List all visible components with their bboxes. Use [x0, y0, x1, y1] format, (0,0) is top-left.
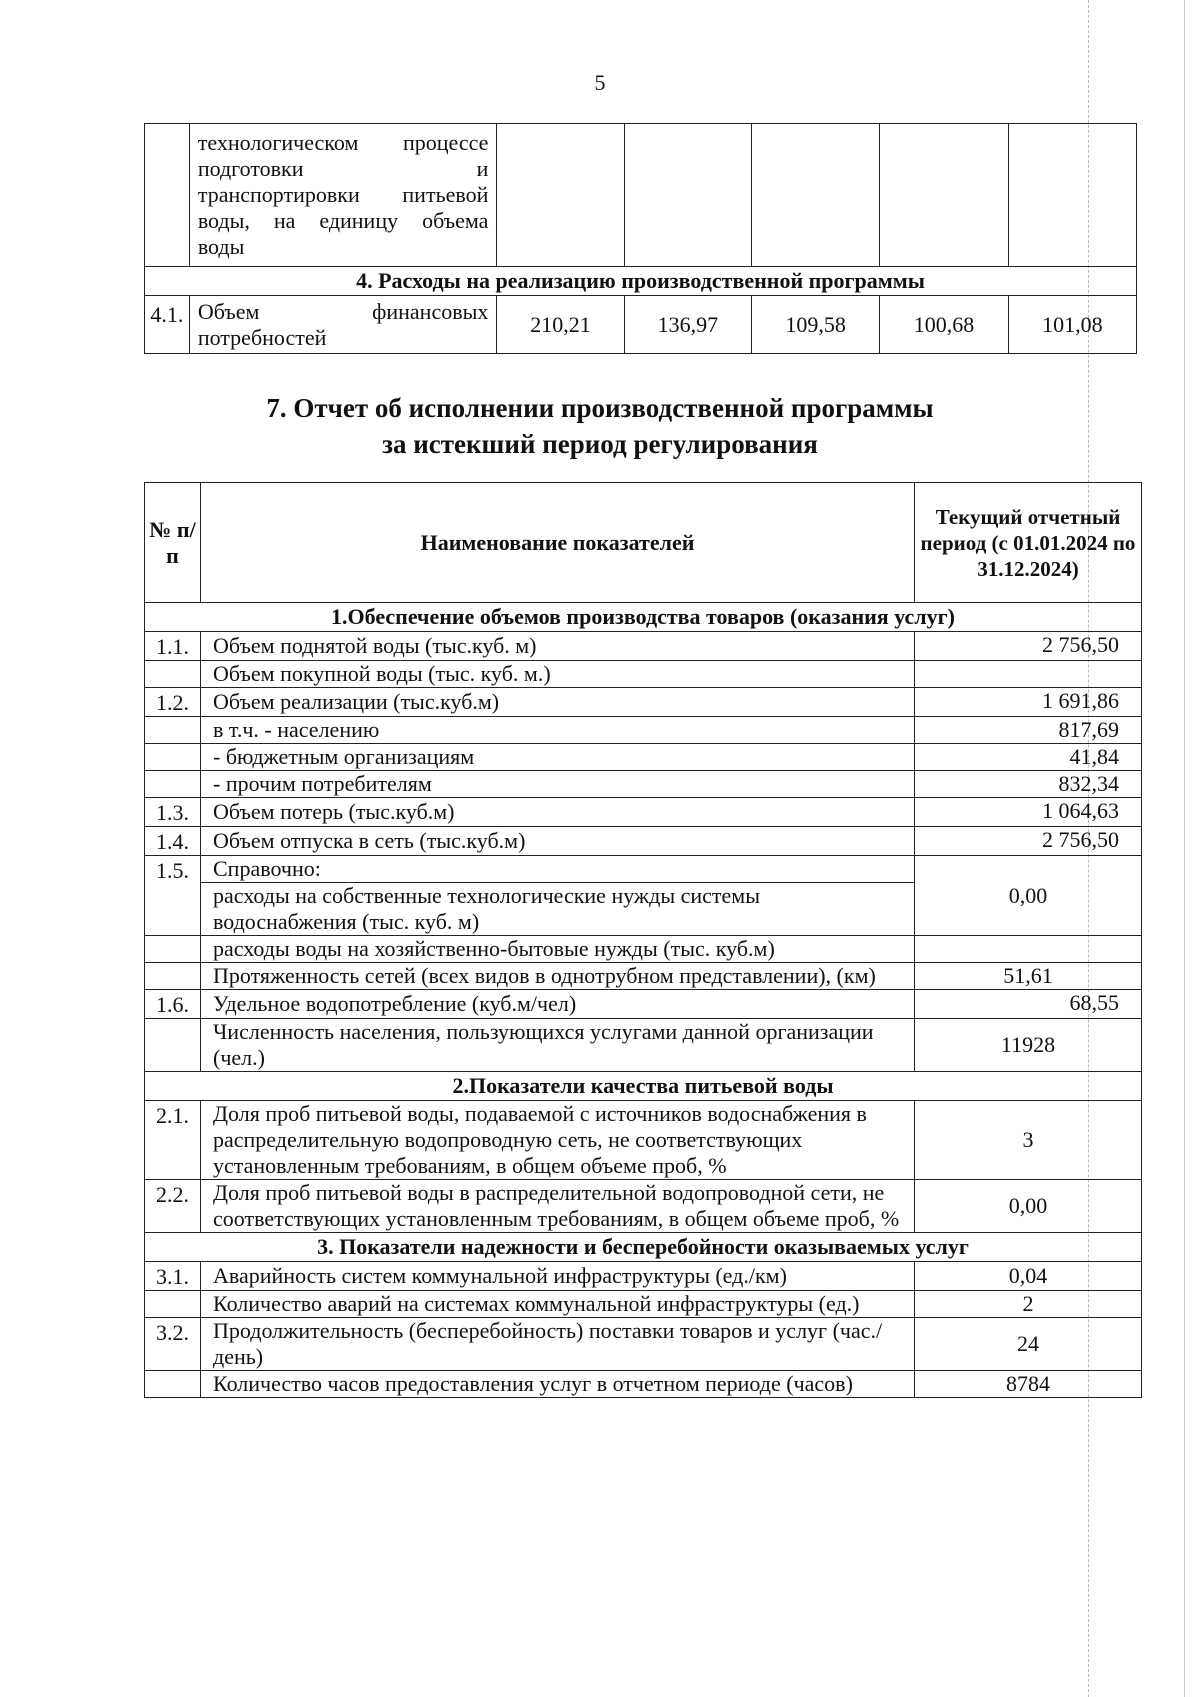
table-row — [145, 1371, 1142, 1398]
header-period: Текущий отчетный период (с 01.01.2024 по 31.12.2024) — [915, 483, 1142, 603]
cell-value: 210,21 — [497, 296, 624, 354]
table-row — [145, 798, 1142, 827]
row-number: 3.2. — [145, 1318, 201, 1371]
section-row — [145, 1072, 1142, 1101]
table-row — [145, 632, 1142, 661]
section-title: 3. Показатели надежности и бесперебойности оказываемых услуг — [145, 1233, 1142, 1262]
row-name: Количество часов предоставления услуг в отчетном периоде (часов) — [201, 1371, 915, 1398]
table-row — [145, 661, 1142, 688]
row-value: 0,00 — [915, 856, 1142, 936]
cell-value: 100,68 — [880, 296, 1008, 354]
row-number: 4.1. — [145, 296, 190, 354]
table-row — [145, 688, 1142, 717]
row-number: 1.6. — [145, 990, 201, 1019]
row-value: 2 756,50 — [915, 827, 1142, 856]
row-number — [145, 771, 201, 798]
table-row — [145, 1262, 1142, 1291]
row-number — [145, 1371, 201, 1398]
row-name: Продолжительность (бесперебойность) поставки товаров и услуг (час./день) — [201, 1318, 915, 1371]
row-value: 68,55 — [915, 990, 1142, 1019]
row-number: 1.5. — [145, 856, 201, 936]
report-table — [144, 482, 1142, 1398]
table-row — [145, 827, 1142, 856]
row-number: 1.4. — [145, 827, 201, 856]
table-row — [145, 1318, 1142, 1371]
table-row — [145, 1180, 1142, 1233]
report-title — [0, 390, 1200, 462]
cell-value: 136,97 — [624, 296, 751, 354]
row-value: 1 064,63 — [915, 798, 1142, 827]
row-number — [145, 124, 190, 267]
row-number — [145, 936, 201, 963]
table-row — [145, 296, 1137, 354]
row-number: 2.2. — [145, 1180, 201, 1233]
row-description: технологическом процессе подготовки и транспортировки питьевой воды, на единицу объема воды — [189, 124, 497, 267]
row-name: Объем покупной воды (тыс. куб. м.) — [201, 661, 915, 688]
row-name: - прочим потребителям — [201, 771, 915, 798]
table-row — [145, 771, 1142, 798]
table-row — [145, 717, 1142, 744]
cell-value: 101,08 — [1008, 296, 1136, 354]
cell-value — [880, 124, 1008, 267]
row-number: 1.2. — [145, 688, 201, 717]
row-number: 1.3. — [145, 798, 201, 827]
section-title: 4. Расходы на реализацию производственной программы — [145, 267, 1137, 296]
table-row — [145, 963, 1142, 990]
table-row — [145, 1101, 1142, 1180]
row-name: в т.ч. - населению — [201, 717, 915, 744]
row-value — [915, 661, 1142, 688]
row-name: Объем потерь (тыс.куб.м) — [201, 798, 915, 827]
row-name: Объем поднятой воды (тыс.куб. м) — [201, 632, 915, 661]
row-name: расходы воды на хозяйственно-бытовые нужды (тыс. куб.м) — [201, 936, 915, 963]
scan-edge-line — [1184, 0, 1185, 1697]
row-name: Доля проб питьевой воды, подаваемой с источников водоснабжения в распределительную водопроводную сеть, не соответствующих установленным требованиям, в общем объеме проб, % — [201, 1101, 915, 1180]
row-name: Аварийность систем коммунальной инфраструктуры (ед./км) — [201, 1262, 915, 1291]
cell-value — [497, 124, 624, 267]
row-name: Доля проб питьевой воды в распределительной водопроводной сети, не соответствующих установленным требованиям, в общем объеме проб, % — [201, 1180, 915, 1233]
row-value: 0,04 — [915, 1262, 1142, 1291]
row-value: 1 691,86 — [915, 688, 1142, 717]
row-value: 0,00 — [915, 1180, 1142, 1233]
row-name: Удельное водопотребление (куб.м/чел) — [201, 990, 915, 1019]
table-row — [145, 1019, 1142, 1072]
header-name: Наименование показателей — [201, 483, 915, 603]
row-value: 41,84 — [915, 744, 1142, 771]
row-name: Объем реализации (тыс.куб.м) — [201, 688, 915, 717]
row-name: Справочно: — [201, 856, 915, 883]
row-value: 817,69 — [915, 717, 1142, 744]
row-number: 2.1. — [145, 1101, 201, 1180]
row-value: 3 — [915, 1101, 1142, 1180]
row-value — [915, 936, 1142, 963]
row-description: Объем финансовых потребностей — [189, 296, 497, 354]
row-value: 2 — [915, 1291, 1142, 1318]
table-row — [145, 990, 1142, 1019]
row-number — [145, 661, 201, 688]
section-title: 1.Обеспечение объемов производства товаров (оказания услуг) — [145, 603, 1142, 632]
table-row — [145, 124, 1137, 267]
table-row — [145, 856, 1142, 883]
production-program-table-continued — [144, 123, 1137, 354]
cell-value: 109,58 — [751, 296, 879, 354]
cell-value — [1008, 124, 1136, 267]
table-row — [145, 936, 1142, 963]
row-name: Численность населения, пользующихся услугами данной организации (чел.) — [201, 1019, 915, 1072]
row-number — [145, 717, 201, 744]
header-row — [145, 483, 1142, 603]
table-row — [145, 744, 1142, 771]
section-row — [145, 1233, 1142, 1262]
row-number — [145, 963, 201, 990]
row-name: Протяженность сетей (всех видов в однотрубном представлении), (км) — [201, 963, 915, 990]
row-value: 24 — [915, 1318, 1142, 1371]
report-title-line2: за истекший период регулирования — [382, 429, 818, 459]
row-number: 3.1. — [145, 1262, 201, 1291]
row-number — [145, 744, 201, 771]
row-value: 8784 — [915, 1371, 1142, 1398]
table-row — [145, 1291, 1142, 1318]
report-title-line1: 7. Отчет об исполнении производственной программы — [266, 393, 934, 423]
header-number: № п/п — [145, 483, 201, 603]
row-value: 51,61 — [915, 963, 1142, 990]
cell-value — [751, 124, 879, 267]
section-row — [145, 267, 1137, 296]
row-name: Количество аварий на системах коммунальной инфраструктуры (ед.) — [201, 1291, 915, 1318]
row-name: расходы на собственные технологические нужды системы водоснабжения (тыс. куб. м) — [201, 883, 915, 936]
row-number — [145, 1019, 201, 1072]
row-number: 1.1. — [145, 632, 201, 661]
section-title: 2.Показатели качества питьевой воды — [145, 1072, 1142, 1101]
section-row — [145, 603, 1142, 632]
row-number — [145, 1291, 201, 1318]
page-number: 5 — [594, 70, 606, 95]
row-value: 832,34 — [915, 771, 1142, 798]
cell-value — [624, 124, 751, 267]
row-value: 11928 — [915, 1019, 1142, 1072]
row-value: 2 756,50 — [915, 632, 1142, 661]
row-name: Объем отпуска в сеть (тыс.куб.м) — [201, 827, 915, 856]
row-name: - бюджетным организациям — [201, 744, 915, 771]
